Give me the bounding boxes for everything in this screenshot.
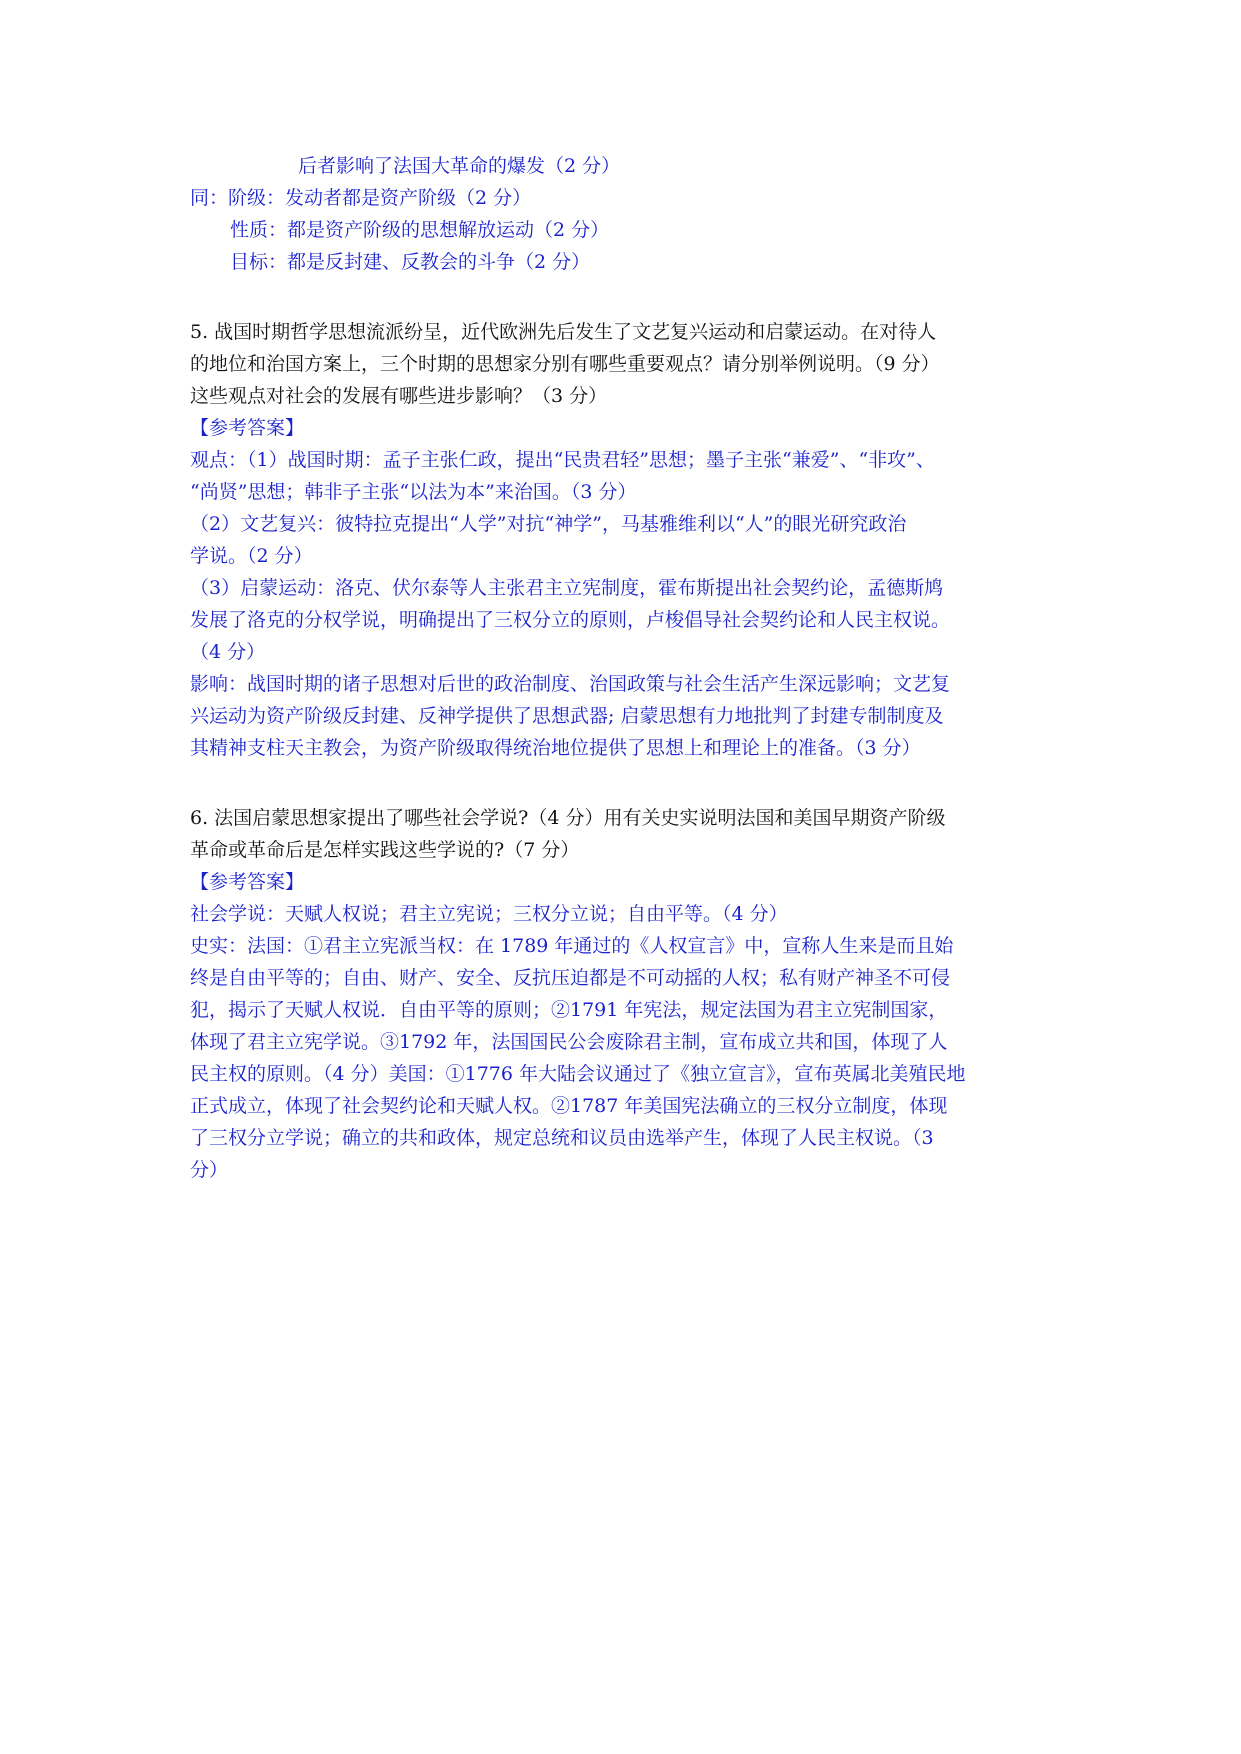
answer-line: “尚贤”思想；韩非子主张“以法为本”来治国。（3 分） <box>190 481 637 503</box>
answer-line: 发展了洛克的分权学说，明确提出了三权分立的原则，卢梭倡导社会契约论和人民主权说。 <box>190 609 951 631</box>
answer-line: 观点：（1）战国时期：孟子主张仁政，提出“民贵君轻”思想；墨子主张“兼爱”、“非攻”、 <box>190 449 935 471</box>
answer-line: 终是自由平等的；自由、财产、安全、反抗压迫都是不可动摇的人权；私有财产神圣不可侵 <box>190 967 951 989</box>
reference-answer-label: 【参考答案】 <box>190 417 305 439</box>
answer-line: 社会学说：天赋人权说；君主立宪说；三权分立说；自由平等。（4 分） <box>190 903 788 925</box>
previous-answer-block <box>190 150 1062 278</box>
question-text: 5. 战国时期哲学思想流派纷呈，近代欧洲先后发生了文艺复兴运动和启蒙运动。在对待人 <box>190 321 937 343</box>
answer-line: 了三权分立学说；确立的共和政体，规定总统和议员由选举产生，体现了人民主权说。（3 <box>190 1127 934 1149</box>
question-6-block <box>190 802 1062 1186</box>
reference-answer-label: 【参考答案】 <box>190 871 305 893</box>
answer-line: 后者影响了法国大革命的爆发（2 分） <box>298 155 621 177</box>
question-text: 6. 法国启蒙思想家提出了哪些社会学说?（4 分）用有关史实说明法国和美国早期资产阶级 <box>190 807 946 829</box>
answer-line: （4 分） <box>190 641 266 663</box>
question-5-block <box>190 316 1062 764</box>
answer-line: （2）文艺复兴：彼特拉克提出“人学”对抗“神学”，马基雅维利以“人”的眼光研究政治 <box>190 513 907 535</box>
answer-line: 影响：战国时期的诸子思想对后世的政治制度、治国政策与社会生活产生深远影响；文艺复 <box>190 673 951 695</box>
answer-line: 体现了君主立宪学说。③1792 年，法国国民公会废除君主制，宣布成立共和国，体现了人 <box>190 1031 948 1053</box>
answer-line: 分） <box>190 1159 229 1181</box>
question-text: 的地位和治国方案上，三个时期的思想家分别有哪些重要观点？请分别举例说明。（9 分） <box>190 353 940 375</box>
answer-line: 目标：都是反封建、反教会的斗争（2 分） <box>230 251 591 273</box>
answer-line: 史实：法国：①君主立宪派当权：在 1789 年通过的《人权宣言》中，宣称人生来是而且始 <box>190 935 954 957</box>
answer-line: 性质：都是资产阶级的思想解放运动（2 分） <box>230 219 610 241</box>
document-page <box>190 150 1062 1186</box>
answer-line: 犯，揭示了天赋人权说．自由平等的原则；②1791 年宪法，规定法国为君主立宪制国家， <box>190 999 948 1021</box>
answer-line: 兴运动为资产阶级反封建、反神学提供了思想武器; 启蒙思想有力地批判了封建专制制度及 <box>190 705 944 727</box>
answer-line: 其精神支柱天主教会，为资产阶级取得统治地位提供了思想上和理论上的准备。（3 分） <box>190 737 921 759</box>
question-text: 革命或革命后是怎样实践这些学说的?（7 分） <box>190 839 580 861</box>
answer-line: 正式成立，体现了社会契约论和天赋人权。②1787 年美国宪法确立的三权分立制度，体现 <box>190 1095 948 1117</box>
question-text: 这些观点对社会的发展有哪些进步影响？（3 分） <box>190 385 608 407</box>
answer-line: 民主权的原则。（4 分）美国：①1776 年大陆会议通过了《独立宣言》，宣布英属北美殖民地 <box>190 1063 966 1085</box>
answer-line: 学说。（2 分） <box>190 545 313 567</box>
answer-line: 同：阶级：发动者都是资产阶级（2 分） <box>190 187 532 209</box>
answer-line: （3）启蒙运动：洛克、伏尔泰等人主张君主立宪制度，霍布斯提出社会契约论，孟德斯鸠 <box>190 577 944 599</box>
